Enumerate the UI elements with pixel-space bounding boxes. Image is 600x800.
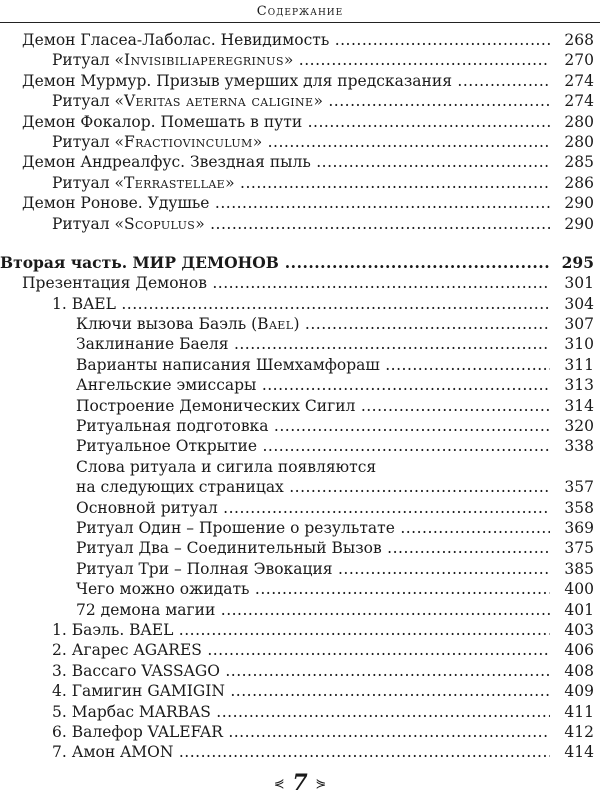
- toc-entry-title-post: »: [283, 51, 294, 70]
- toc-entry-title: [0, 681, 550, 701]
- toc-entry-title: [0, 355, 550, 375]
- toc-entry-title-post: »: [225, 173, 235, 192]
- toc-entry-title-pre: Ритуал «: [52, 173, 124, 192]
- toc-entry[interactable]: [0, 538, 600, 558]
- toc-entry-title-pre: 1. BAEL: [52, 294, 116, 313]
- toc-entry[interactable]: [0, 457, 600, 477]
- ornament-right-icon: ⋟: [315, 776, 327, 792]
- toc-entry[interactable]: [0, 702, 600, 722]
- toc-entry[interactable]: [0, 253, 600, 273]
- toc-entry-title: [0, 436, 550, 456]
- toc-entry[interactable]: [0, 375, 600, 395]
- toc-entry[interactable]: [0, 416, 600, 436]
- toc-entry-title: [0, 538, 550, 558]
- toc-entry[interactable]: [0, 620, 600, 640]
- toc-entry-page: 285: [564, 153, 594, 172]
- page-folio: [0, 770, 600, 796]
- toc-entry[interactable]: [0, 722, 600, 742]
- toc-entry-title-sc: Fractiovinculum: [123, 132, 253, 151]
- toc-entry[interactable]: [0, 294, 600, 314]
- toc-entry-title: [0, 173, 550, 193]
- toc-entry-title-sc: Terrastellae: [123, 173, 226, 192]
- toc-entry-title: [0, 600, 550, 620]
- toc-entry-title-pre: Слова ритуала и сигила появляются: [76, 457, 377, 476]
- toc-entry[interactable]: [0, 355, 600, 375]
- toc-entry-title: [0, 214, 550, 234]
- toc-entry-page: 409: [564, 682, 594, 701]
- header-rule: [0, 22, 600, 23]
- toc-entry-title: [0, 91, 550, 111]
- toc-entry[interactable]: [0, 681, 600, 701]
- toc-entry[interactable]: [0, 273, 600, 293]
- toc-entry-title-post: ): [293, 315, 300, 334]
- toc-entry-title-pre: Варианты написания Шемхамфораш: [76, 355, 380, 374]
- toc-entry-title-pre: Демон Мурмур. Призыв умерших для предсказания: [22, 71, 452, 90]
- toc-entry-page: 268: [564, 31, 594, 49]
- toc-entry-page: 320: [564, 417, 594, 436]
- toc-entry-page: 290: [564, 194, 594, 213]
- toc-entry-title-pre: Построение Демонических Сигил: [76, 396, 356, 415]
- toc-entry-title-pre: Ключи вызова Баэль (: [76, 315, 258, 334]
- toc-entry[interactable]: [0, 152, 600, 172]
- toc-entry[interactable]: [0, 334, 600, 354]
- toc-entry[interactable]: [0, 71, 600, 91]
- toc-section-demon-world: [0, 253, 600, 763]
- toc-entry-title-pre: Вторая часть. МИР ДЕМОНОВ: [0, 252, 279, 272]
- toc-entry[interactable]: [0, 498, 600, 518]
- toc-entry-title: [0, 112, 550, 132]
- toc-entry-title: [0, 498, 550, 518]
- toc-entry-page: 290: [564, 214, 594, 233]
- toc-entry-title-pre: 4. Гамигин GAMIGIN: [52, 682, 225, 701]
- toc-entry-page: 313: [564, 376, 594, 395]
- toc-entry-title-pre: 3. Вассаго VASSAGO: [52, 661, 220, 680]
- ornament-left-icon: ⋞: [273, 776, 285, 792]
- toc-entry-page: 286: [564, 173, 594, 192]
- toc-entry-title: [0, 640, 550, 660]
- toc-entry[interactable]: [0, 640, 600, 660]
- toc-entry-title: [0, 314, 550, 334]
- toc-entry-title-pre: на следующих страницах: [76, 478, 284, 497]
- toc-entry-title-post: »: [313, 92, 323, 111]
- toc-entry-title: [0, 477, 550, 497]
- toc-entry-title-pre: Ритуал «: [52, 51, 124, 70]
- toc-entry-title-pre: Заклинание Баеля: [76, 335, 229, 354]
- toc-entry-title-pre: Основной ритуал: [76, 498, 218, 517]
- toc-entry-page: 385: [564, 559, 594, 578]
- toc-entry-page: 408: [564, 661, 594, 680]
- toc-entry-title: [0, 518, 550, 538]
- toc-entry-page: 304: [564, 294, 594, 313]
- toc-entry-title-pre: Ритуальное Открытие: [76, 437, 258, 456]
- toc-entry-title: [0, 152, 550, 172]
- toc-entry[interactable]: [0, 132, 600, 152]
- toc-entry-title-pre: Презентация Демонов: [22, 274, 207, 293]
- toc-entry[interactable]: [0, 50, 600, 70]
- toc-entry-title-pre: 72 демона магии: [76, 600, 216, 619]
- toc-section-rituals: [0, 30, 600, 234]
- toc-entry-page: 274: [564, 92, 594, 111]
- toc-entry-page: 357: [564, 478, 594, 497]
- toc-entry-page: 369: [564, 518, 594, 537]
- toc-entry-page: 310: [564, 335, 594, 354]
- toc-entry[interactable]: [0, 30, 600, 50]
- toc-entry-title-pre: Ритуал «: [52, 92, 124, 111]
- toc-entry-title: [0, 71, 550, 91]
- toc-entry-page: 412: [564, 722, 594, 741]
- toc-entry-title-pre: Чего можно ожидать: [76, 580, 250, 599]
- toc-entry-title: [0, 416, 550, 436]
- toc-entry-title: [0, 559, 550, 579]
- toc-entry-page: 406: [564, 641, 594, 660]
- toc-entry-title: [0, 193, 550, 213]
- toc-entry-title-pre: Демон Гласеа-Лаболас. Невидимость: [22, 31, 330, 49]
- toc-entry-title: [0, 273, 550, 293]
- toc-entry-page: 358: [564, 498, 594, 517]
- toc-entry[interactable]: [0, 112, 600, 132]
- toc-entry-title-pre: Демон Андреалфус. Звездная пыль: [22, 153, 311, 172]
- toc-entry[interactable]: [0, 214, 600, 234]
- toc-entry-title-post: »: [252, 132, 263, 151]
- toc-entry[interactable]: [0, 91, 600, 111]
- toc-entry-page: 280: [564, 132, 594, 151]
- toc-entry-title: [0, 334, 550, 354]
- toc-entry-title: [0, 457, 550, 477]
- toc-entry[interactable]: [0, 600, 600, 620]
- toc-entry-page: 403: [564, 620, 594, 639]
- toc-entry-title: [0, 579, 550, 599]
- toc-entry-title: [0, 30, 550, 50]
- toc-entry-page: 314: [564, 396, 594, 415]
- toc-entry-page: 411: [564, 702, 594, 721]
- page-number: 7: [292, 770, 308, 796]
- toc-entry-title-pre: 7. Амон AMON: [52, 743, 174, 762]
- toc-entry-title-pre: Ритуал Один – Прошение о результате: [76, 518, 395, 537]
- toc-entry-page: 311: [564, 355, 594, 374]
- toc-entry-title-sc: Bael: [257, 315, 294, 334]
- toc-entry-page: 307: [564, 315, 594, 334]
- toc-entry-title: [0, 132, 550, 152]
- toc-entry-title-pre: Ритуальная подготовка: [76, 417, 269, 436]
- toc-entry-title-pre: Ритуал «: [52, 132, 124, 151]
- toc-entry-page: 400: [564, 580, 594, 599]
- toc-entry-page: 401: [564, 600, 594, 619]
- toc-entry-title-pre: Демон Фокалор. Помешать в пути: [22, 112, 303, 131]
- toc-entry[interactable]: [0, 742, 600, 762]
- toc-entry-title-pre: Ритуал «: [52, 214, 124, 233]
- toc-entry-page: 280: [564, 112, 594, 131]
- running-head: Содержание: [256, 4, 344, 19]
- toc-entry-page: 274: [564, 71, 594, 90]
- toc-entry-title: [0, 661, 550, 681]
- toc-entry-title-sc: Scopulus: [123, 214, 196, 233]
- toc-entry-title: [0, 294, 550, 314]
- toc-entry-title: [0, 50, 550, 70]
- toc-entry-title: [0, 375, 550, 395]
- toc-entry-title-pre: 2. Агарес AGARES: [52, 641, 202, 660]
- toc-entry[interactable]: [0, 314, 600, 334]
- toc-entry[interactable]: [0, 477, 600, 497]
- toc-entry-title: [0, 620, 550, 640]
- toc-entry-title-pre: Ритуал Три – Полная Эвокация: [76, 559, 333, 578]
- toc-entry-page: 270: [564, 51, 594, 70]
- toc-entry-title-pre: Ритуал Два – Соединительный Вызов: [76, 539, 382, 558]
- toc-entry-title-pre: Ангельские эмиссары: [76, 376, 257, 395]
- toc-entry-title-post: »: [195, 214, 205, 233]
- toc-entry-page: 301: [564, 274, 594, 293]
- toc-entry[interactable]: [0, 559, 600, 579]
- toc-entry-title: [0, 396, 550, 416]
- toc-entry[interactable]: [0, 518, 600, 538]
- toc-entry[interactable]: [0, 661, 600, 681]
- toc-entry-title: [0, 742, 550, 762]
- toc-entry-title-pre: 5. Марбас MARBAS: [52, 702, 211, 721]
- table-of-contents: [0, 30, 600, 763]
- toc-entry-title: [0, 722, 550, 742]
- toc-entry[interactable]: [0, 173, 600, 193]
- toc-entry-page: 375: [564, 539, 594, 558]
- toc-entry[interactable]: [0, 193, 600, 213]
- toc-entry-title-pre: 1. Баэль. BAEL: [52, 620, 174, 639]
- toc-entry-title-sc: Veritas aeterna caligine: [123, 92, 314, 111]
- toc-entry-title: [0, 253, 550, 273]
- toc-entry-title: [0, 702, 550, 722]
- section-gap: [0, 234, 600, 253]
- toc-entry-page: 414: [564, 743, 594, 762]
- toc-entry-title-pre: 6. Валефор VALEFAR: [52, 722, 223, 741]
- toc-entry[interactable]: [0, 579, 600, 599]
- toc-entry-page: 338: [564, 437, 594, 456]
- toc-entry[interactable]: [0, 436, 600, 456]
- toc-entry-page: 295: [561, 252, 594, 272]
- toc-entry-title-pre: Демон Ронове. Удушье: [22, 194, 210, 213]
- toc-entry-title-sc: Invisibiliaperegrinus: [123, 51, 284, 70]
- toc-entry[interactable]: [0, 396, 600, 416]
